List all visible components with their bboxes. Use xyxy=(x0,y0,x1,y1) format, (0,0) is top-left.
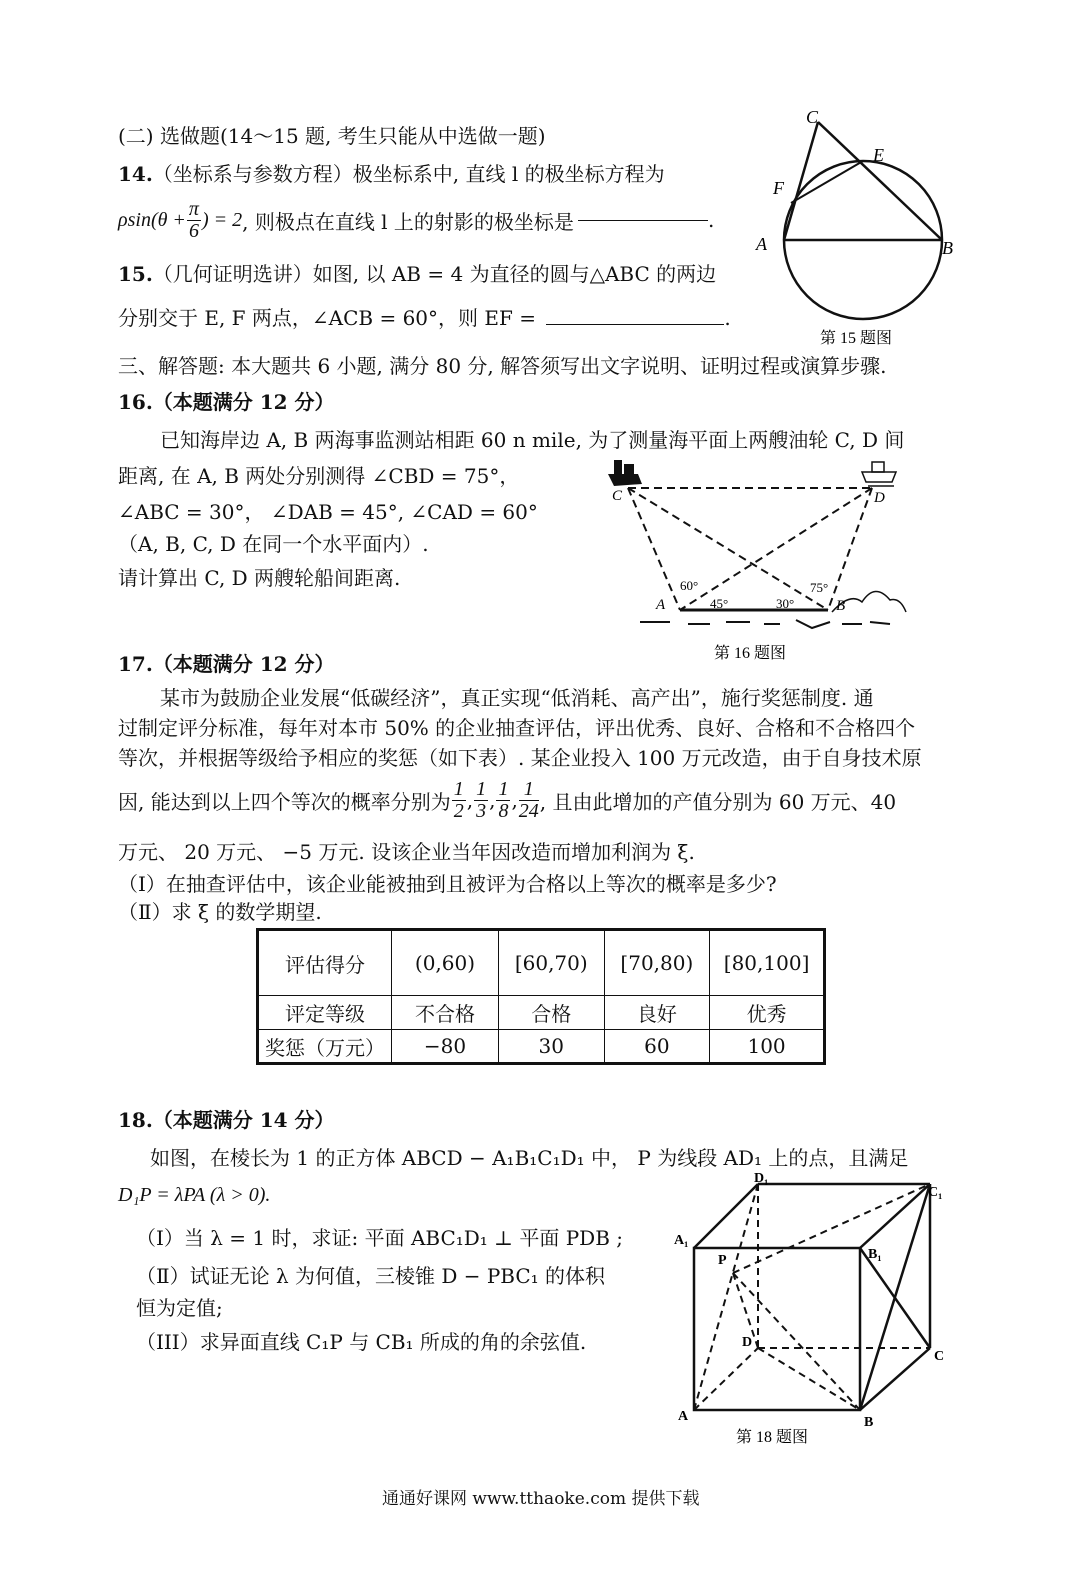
label-c: C xyxy=(612,488,623,504)
side-cb xyxy=(818,122,942,240)
angle-30: 30° xyxy=(776,596,795,611)
footer-text: 通通好课网 www.tthaoke.com 提供下载 xyxy=(382,1489,700,1509)
question-14-line1 xyxy=(118,158,665,187)
table-cell: 评估得分 xyxy=(258,930,392,996)
question-16-line5: 请计算出 C, D 两艘轮船间距离. xyxy=(118,566,401,590)
table-cell: (0,60) xyxy=(391,930,498,996)
question-14-text2: , 则极点在直线 l 上的射影的极坐标是 xyxy=(242,209,574,234)
label-c1: C₁ xyxy=(928,1185,943,1200)
question-17-line4: 因, 能达到以上四个等次的概率分别为 $\frac{1}{2}$ , $\frac{1}{3}$ , $\frac{1}{8}$ , $\frac{1}{24}$ , 且由此增加的产值分别为 60 万元、40 xyxy=(118,777,897,822)
probability-fraction-4 xyxy=(519,779,539,822)
question-15-text2: 分别交于 E, F 两点，∠ACB = 60°，则 EF = xyxy=(118,306,536,330)
line-da xyxy=(680,488,872,610)
table-cell: 不合格 xyxy=(391,996,498,1030)
table-cell: [80,100] xyxy=(710,930,825,996)
question-17-line3: 等次，并根据等级给予相应的奖惩（如下表）. 某企业投入 100 万元改造，由于自身技术原 xyxy=(118,746,922,770)
probability-fraction-3 xyxy=(496,779,510,822)
question-14-text: 极坐标系中, 直线 l 的极坐标方程为 xyxy=(352,162,665,186)
question-17-line4-prefix: 因, 能达到以上四个等次的概率分别为 xyxy=(118,789,451,814)
ship-c-icon xyxy=(608,460,642,486)
fraction-numerator: 1 xyxy=(519,779,539,801)
segment-db xyxy=(758,1348,860,1410)
segment-ad1 xyxy=(694,1184,758,1410)
question-16-line4: （A, B, C, D 在同一个水平面内）. xyxy=(118,532,429,556)
fraction-denominator: 2 xyxy=(453,799,464,822)
probability-fraction-1 xyxy=(452,779,466,822)
label-e: E xyxy=(873,145,884,165)
fraction-denominator: 24 xyxy=(518,799,539,822)
question-14-end: . xyxy=(707,208,715,232)
table-cell: 60 xyxy=(604,1030,710,1064)
table-row xyxy=(258,996,825,1030)
figure-15-caption: 第 15 题图 xyxy=(820,330,893,347)
line-db xyxy=(828,488,872,610)
question-14-number: 14. xyxy=(118,162,153,186)
question-17-line4-suffix: , 且由此增加的产值分别为 60 万元、40 xyxy=(539,789,897,814)
answer-blank-15[interactable] xyxy=(546,324,724,325)
side-ac xyxy=(784,122,818,240)
label-b1: B₁ xyxy=(868,1247,882,1262)
table-cell: 良好 xyxy=(604,996,710,1030)
angle-75: 75° xyxy=(810,580,829,595)
question-15-line1 xyxy=(118,258,716,287)
question-16-line3: ∠ABC = 30°， ∠DAB = 45°, ∠CAD = 60° xyxy=(118,500,538,524)
label-a1: A₁ xyxy=(674,1233,689,1248)
label-d1: D₁ xyxy=(754,1171,769,1186)
line-cb xyxy=(628,488,828,610)
fraction-denominator: 3 xyxy=(476,799,487,822)
coast-waves xyxy=(640,620,890,628)
figure-15-circle-diagram xyxy=(750,100,970,350)
table-cell: 评定等级 xyxy=(258,996,392,1030)
table-cell: 合格 xyxy=(498,996,604,1030)
question-18-part3: （III）求异面直线 C₁P 与 CB₁ 所成的角的余弦值. xyxy=(136,1330,587,1354)
table-cell: 优秀 xyxy=(710,996,825,1030)
label-p: P xyxy=(718,1253,727,1268)
edge-a1d1 xyxy=(694,1184,758,1248)
label-d: D xyxy=(874,490,885,506)
fraction-numerator: 1 xyxy=(476,777,487,800)
segment-pc1 xyxy=(733,1184,930,1273)
question-18-part2a: （Ⅱ）试证无论 λ 为何值，三棱锥 D − PBC₁ 的体积 xyxy=(136,1264,606,1288)
label-c: C xyxy=(934,1349,945,1364)
fraction-denominator: 8 xyxy=(498,799,509,822)
question-15-title: （几何证明选讲） xyxy=(152,262,313,286)
question-16-heading: 16.（本题满分 12 分） xyxy=(118,390,335,414)
question-17-part2: （Ⅱ）求 ξ 的数学期望. xyxy=(118,900,322,924)
label-c: C xyxy=(806,107,819,127)
score-table xyxy=(256,928,826,1065)
label-b: B xyxy=(864,1415,874,1430)
question-18-part1: （Ⅰ）当 λ = 1 时，求证: 平面 ABC₁D₁ ⊥ 平面 PDB ; xyxy=(136,1226,623,1250)
figure-16-caption: 第 16 题图 xyxy=(714,645,787,662)
fraction-numerator: 1 xyxy=(453,777,464,800)
section-2-header: (二) 选做题(14～15 题, 考生只能从中选做一题) xyxy=(118,124,546,148)
question-17-line1: 某市为鼓励企业发展“低碳经济”，真正实现“低消耗、高产出”，施行奖惩制度. 通 xyxy=(160,686,874,710)
question-18-part2b: 恒为定值; xyxy=(136,1296,223,1320)
table-cell: −80 xyxy=(391,1030,498,1064)
question-15-line2 xyxy=(118,302,731,331)
cube-front-face xyxy=(694,1248,860,1410)
edge-ad xyxy=(694,1348,758,1410)
angle-45: 45° xyxy=(710,596,729,611)
question-17-line5: 万元、 20 万元、 −5 万元. 设该企业当年因改造而增加利润为 ξ. xyxy=(118,840,695,864)
fraction-numerator: 1 xyxy=(498,777,509,800)
figure-18-cube-diagram xyxy=(668,1170,958,1452)
label-b: B xyxy=(942,238,953,258)
probability-fraction-2 xyxy=(474,779,488,822)
answer-blank-14[interactable] xyxy=(578,220,708,221)
table-cell: 奖惩（万元） xyxy=(258,1030,392,1064)
label-a: A xyxy=(678,1409,689,1424)
table-row xyxy=(258,1030,825,1064)
question-17-part1: （Ⅰ）在抽查评估中，该企业能被抽到且被评为合格以上等次的概率是多少? xyxy=(118,872,777,896)
table-cell: 30 xyxy=(498,1030,604,1064)
question-16-line2: 距离, 在 A, B 两处分别测得 ∠CBD = 75°， xyxy=(118,464,520,488)
question-14-eq-prefix: ρsin(θ + xyxy=(118,208,186,231)
line-ca xyxy=(628,488,680,610)
ship-d-icon xyxy=(862,462,896,486)
segment-bc1 xyxy=(860,1184,930,1410)
question-14-title: （坐标系与参数方程） xyxy=(152,162,353,186)
question-14-fraction xyxy=(187,199,201,242)
question-18-line2: D₁P = λPA (λ > 0). xyxy=(118,1184,271,1206)
figure-16-ships-diagram xyxy=(600,452,910,664)
label-a: A xyxy=(756,234,767,254)
question-15-number: 15. xyxy=(118,262,153,286)
table-cell: [70,80) xyxy=(604,930,710,996)
label-b: B xyxy=(836,598,846,614)
figure-18-caption: 第 18 题图 xyxy=(736,1429,809,1446)
question-18-line1: 如图，在棱长为 1 的正方体 ABCD − A₁B₁C₁D₁ 中， P 为线段 AD₁ 上的点，且满足 xyxy=(150,1146,909,1170)
question-17-heading: 17.（本题满分 12 分） xyxy=(118,652,335,676)
question-15-text: 如图, 以 AB = 4 为直径的圆与△ABC 的两边 xyxy=(312,262,717,286)
angle-60: 60° xyxy=(680,578,699,593)
label-a: A xyxy=(656,597,666,613)
label-d: D xyxy=(742,1335,753,1350)
fraction-denominator: 6 xyxy=(188,219,199,242)
section-3-header: 三、解答题: 本大题共 6 小题, 满分 80 分, 解答须写出文字说明、证明过程或演算步骤. xyxy=(118,354,887,378)
table-cell: 100 xyxy=(710,1030,825,1064)
question-17-line2: 过制定评分标准，每年对本市 50% 的企业抽查评估，评出优秀、良好、合格和不合格四个 xyxy=(118,716,916,740)
question-14-eq-suffix: ) = 2 xyxy=(201,208,243,231)
question-18-heading: 18.（本题满分 14 分） xyxy=(118,1108,335,1132)
label-f: F xyxy=(773,178,784,198)
table-cell: [60,70) xyxy=(498,930,604,996)
question-15-end: . xyxy=(724,306,731,330)
question-16-line1: 已知海岸边 A, B 两海事监测站相距 60 n mile, 为了测量海平面上两艘油轮 C, D 间 xyxy=(160,428,905,452)
fraction-numerator: π xyxy=(188,197,199,220)
question-14-line2 xyxy=(118,192,714,248)
table-row xyxy=(258,930,825,996)
